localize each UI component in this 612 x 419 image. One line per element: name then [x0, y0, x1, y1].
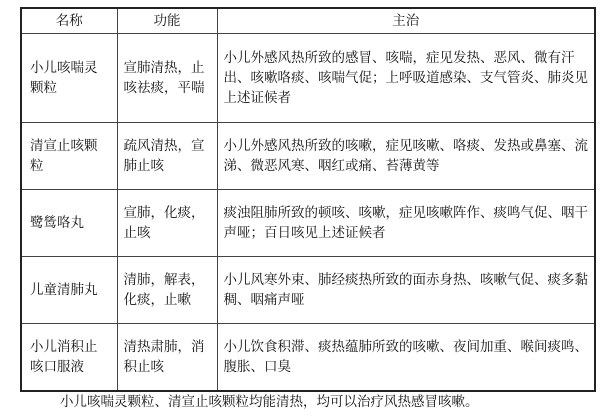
medicine-indication: 小儿饮食积滞、痰热蕴肺所致的咳嗽、夜间加重、喉间痰鸣、腹胀、口臭: [217, 324, 595, 392]
summary-caption: 小儿咳喘灵颗粒、清宣止咳颗粒均能清热，均可以治疗风热感冒咳嗽。: [60, 394, 479, 410]
medicine-name: 鹭鸶咯丸: [21, 190, 117, 257]
medicine-function: 宣肺清热，止咳祛痰，平喘: [117, 34, 217, 123]
table-row: [21, 324, 595, 392]
medicine-name: 小儿咳喘灵颗粒: [21, 34, 117, 123]
medicine-function: 清热肃肺，消积止咳: [117, 324, 217, 392]
medicine-function: 疏风清热，宣肺止咳: [117, 123, 217, 190]
medicine-function: 清肺，解表，化痰，止嗽: [117, 257, 217, 324]
table-row: [21, 123, 595, 190]
table-row: [21, 257, 595, 324]
table-header-row: [21, 8, 595, 34]
table-row: [21, 190, 595, 257]
medicine-name: 清宣止咳颗粒: [21, 123, 117, 190]
medicine-indication: 小儿风寒外束、肺经痰热所致的面赤身热、咳嗽气促、痰多黏稠、咽痛声哑: [217, 257, 595, 324]
medicine-indication: 痰浊阻肺所致的顿咳、咳嗽，症见咳嗽阵作、痰鸣气促、咽干声哑；百日咳见上述证候者: [217, 190, 595, 257]
medicine-function: 宣肺，化痰，止咳: [117, 190, 217, 257]
header-name: 名称: [21, 8, 117, 34]
header-indication: 主治: [217, 8, 595, 34]
table-row: [21, 34, 595, 123]
header-function: 功能: [117, 8, 217, 34]
medicine-table-container: [20, 7, 594, 392]
medicine-indication: 小儿外感风热所致的感冒、咳喘，症见发热、恶风、微有汗出、咳嗽咯痰、咳喘气促；上呼吸道感染、支气管炎、肺炎见上述证候者: [217, 34, 595, 123]
medicine-name: 儿童清肺丸: [21, 257, 117, 324]
medicine-indication: 小儿外感风热所致的咳嗽，症见咳嗽、咯痰、发热或鼻塞、流涕、微恶风寒、咽红或痛、苔薄黄等: [217, 123, 595, 190]
medicine-table: [20, 7, 596, 392]
medicine-name: 小儿消积止咳口服液: [21, 324, 117, 392]
